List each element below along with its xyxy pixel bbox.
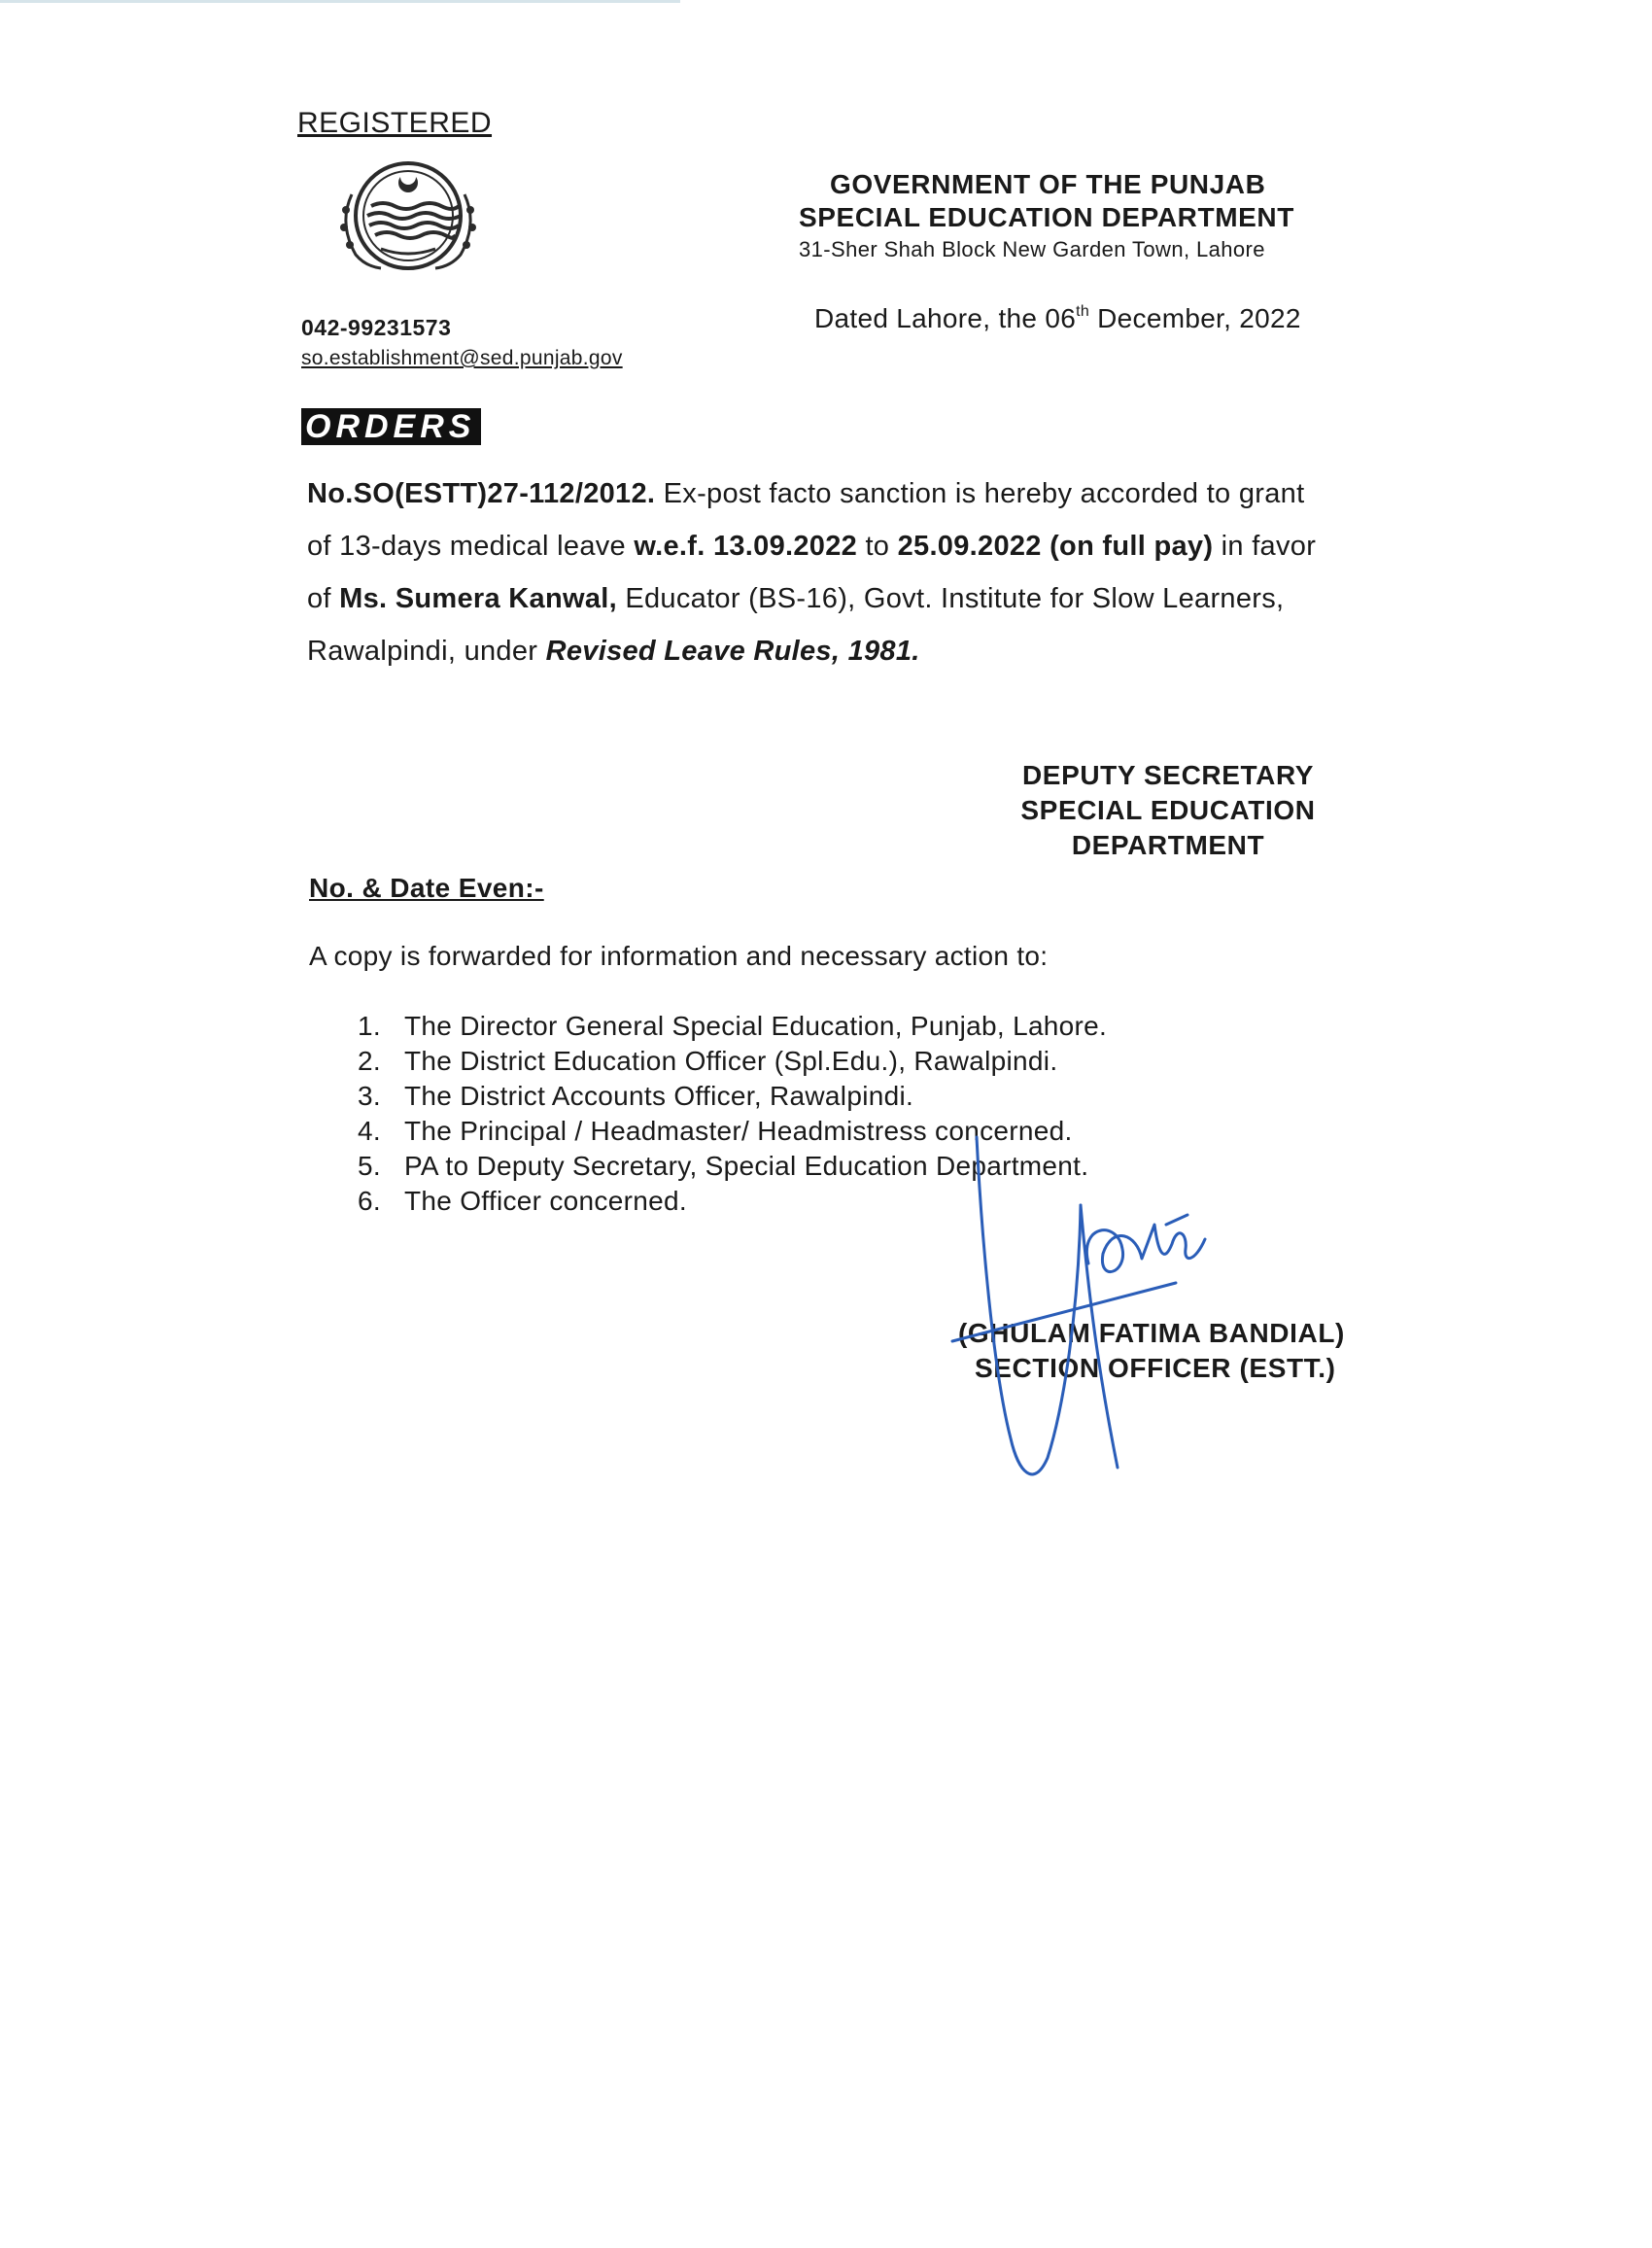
order-text: of: [307, 583, 340, 614]
order-text: in favor: [1213, 531, 1317, 562]
list-number: 5.: [358, 1151, 381, 1181]
list-number: 1.: [358, 1011, 381, 1041]
order-text: Educator (BS-16), Govt. Institute for Slow Learners,: [616, 583, 1285, 614]
government-title: GOVERNMENT OF THE PUNJAB: [830, 169, 1266, 199]
order-ref-no: No.SO(ESTT)27-112/2012.: [307, 478, 656, 509]
employee-name: Ms. Sumera Kanwal,: [339, 583, 617, 614]
list-item: [358, 1046, 1057, 1077]
scan-edge: [0, 0, 680, 3]
order-line-2: [307, 531, 1316, 563]
list-number: 4.: [358, 1116, 381, 1146]
order-line-1: [307, 478, 1304, 510]
order-to-date: 25.09.2022 (on full pay): [897, 531, 1214, 562]
copy-forward-line: A copy is forwarded for information and necessary action to:: [309, 941, 1049, 971]
officer-title: SECTION OFFICER (ESTT.): [975, 1353, 1336, 1383]
dated-sup: th: [1076, 303, 1090, 320]
order-text: Ex-post facto sanction is hereby accorded to grant: [655, 478, 1305, 509]
leave-rules: Revised Leave Rules, 1981.: [545, 636, 920, 667]
order-text: of 13-days medical leave: [307, 531, 635, 562]
officer-name: (GHULAM FATIMA BANDIAL): [958, 1318, 1345, 1348]
list-item: [358, 1186, 687, 1217]
list-number: 2.: [358, 1046, 381, 1076]
deputy-secretary-title: DEPUTY SECRETARY: [1021, 760, 1315, 790]
dated-prefix: Dated Lahore, the 06: [814, 303, 1077, 333]
list-text: The Principal / Headmaster/ Headmistress concerned.: [404, 1116, 1073, 1146]
deputy-secretary-dept: SPECIAL EDUCATION: [1020, 795, 1316, 825]
department-address: 31-Sher Shah Block New Garden Town, Lahore: [799, 237, 1265, 261]
list-text: The District Accounts Officer, Rawalpindi.: [404, 1081, 914, 1111]
department-title: SPECIAL EDUCATION DEPARTMENT: [799, 202, 1294, 232]
email-link[interactable]: so.establishment@sed.punjab.gov: [301, 347, 623, 369]
order-line-3: [307, 583, 1284, 615]
list-text: The Director General Special Education, Punjab, Lahore.: [404, 1011, 1108, 1041]
list-text: The Officer concerned.: [404, 1186, 687, 1216]
no-date-even: No. & Date Even:-: [309, 873, 544, 903]
list-text: The District Education Officer (Spl.Edu.), Rawalpindi.: [404, 1046, 1058, 1076]
order-text: Rawalpindi, under: [307, 636, 546, 667]
order-text: to: [857, 531, 898, 562]
punjab-emblem-icon: [313, 156, 503, 282]
registered-label: REGISTERED: [297, 107, 493, 139]
order-from-date: w.e.f. 13.09.2022: [634, 531, 858, 562]
dated-line: [814, 303, 1301, 334]
deputy-secretary-dept-2: DEPARTMENT: [1071, 830, 1265, 860]
list-number: 6.: [358, 1186, 381, 1216]
dated-suffix: December, 2022: [1089, 303, 1301, 333]
list-item: [358, 1011, 1107, 1042]
order-line-4: [307, 636, 920, 668]
list-number: 3.: [358, 1081, 381, 1111]
phone-number: 042-99231573: [301, 315, 452, 340]
orders-heading: ORDERS: [301, 408, 481, 445]
list-text: PA to Deputy Secretary, Special Education Department.: [404, 1151, 1089, 1181]
handwritten-signature-icon: [933, 1118, 1244, 1506]
list-item: [358, 1081, 913, 1112]
